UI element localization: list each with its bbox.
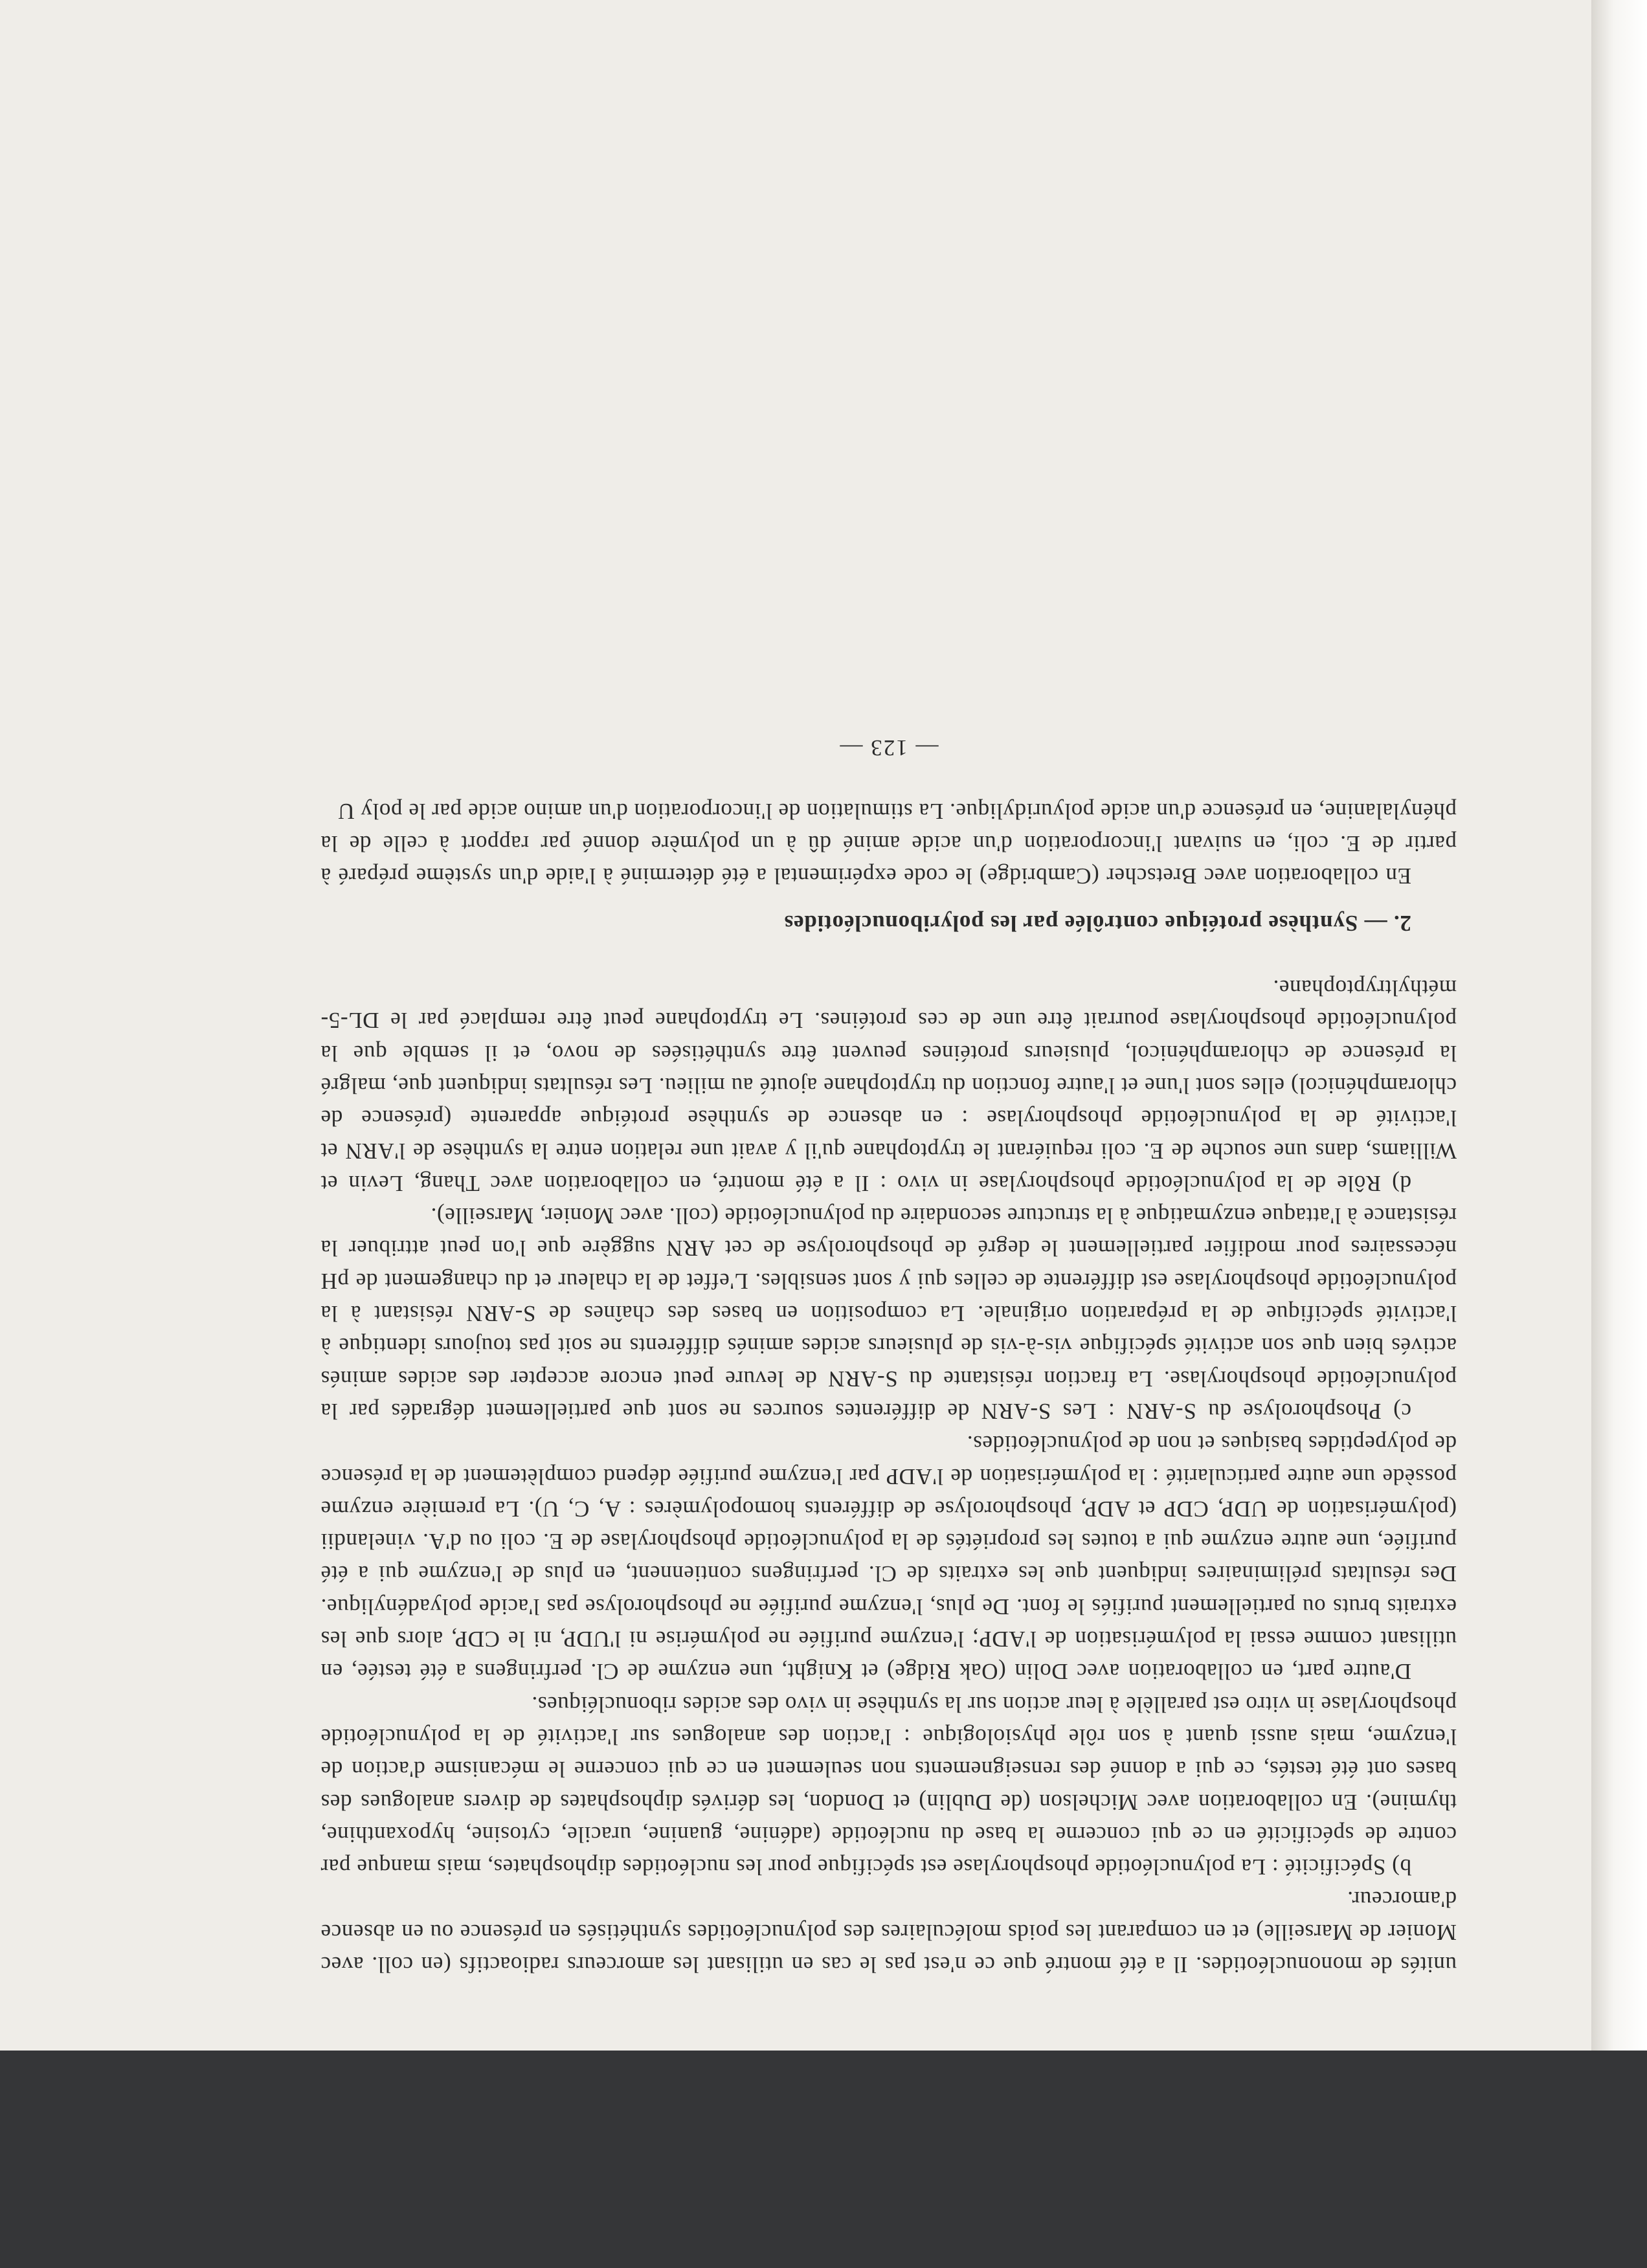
scanner-bed [0, 2051, 1647, 2268]
paragraph-perfringens: D'autre part, en collaboration avec Dolin (Oak Ridge) et Knight, une enzyme de Cl. perfringens a été testée, en utilisant comme essai la polymérisation de l'ADP; l'enzyme purifiée ne polymérise ni l'UDP, ni le CDP, alors que les extraits bruts ou partiellement purifiés le font. De plus, l'enzyme purifiée ne phosphorolyse pas l'acide polyadénylique. Des résultats préliminaires indiquent que les extraits de Cl. perfringens contiennent, en plus de l'enzyme qui a été purifiée, une autre enzyme qui a toutes les propriétés de la polynucléotide phosphorylase de E. coli ou d'A. vinelandii (polymérisation de UDP, CDP et ADP, phosphorolyse de différents homopolymères : A, C, U). La première enzyme possède une autre particularité : la polymérisation de l'ADP par l'enzyme purifiée dépend complètement de la présence de polypeptides basiques et non de polynucléotides. [320, 1431, 1457, 1685]
paragraph-phosphorolyse: c) Phosphorolyse du S-ARN : Les S-ARN de différentes sources ne sont que partiellement dégradés par la polynucléotide phosphorylase. La fraction résistante du S-ARN de levure peut encore accepter des acides aminés activés bien que son activité spécifique vis-à-vis de plusieurs acides aminés différents ne soit pas toujours identique à l'activité spécifique de la préparation originale. La composition en bases des chaînes de S-ARN résistant à la polynucléotide phosphorylase est différente de celles qui y sont sensibles. L'effet de la chaleur et du changement de pH nécessaires pour modifier partiellement le degré de phosphorolyse de cet ARN suggère que l'on peut attribuer la résistance à l'attaque enzymatique à la structure secondaire du polynucléotide (coll. avec Monier, Marseille). [320, 1203, 1457, 1424]
section-heading: 2. — Synthèse protéique contrôlée par les polyribonucléotides [783, 910, 1411, 936]
paragraph-role-in-vivo: d) Rôle de la polynucléotide phosphorylase in vivo : Il a été montré, en collaboration avec Thang, Levin et Williams, dans une souche de E. coli requiérant le tryptophane qu'il y avait une relation entre la synthèse de l'ARN et l'activité de la polynucléotide phosphorylase : en absence de synthèse protéique apparente (présence de chloramphénicol) elles sont l'une et l'autre fonction du tryptophane ajouté au milieu. Les résultats indiquent que, malgré la présence de chloramphénicol, plusieurs protéines peuvent être synthétisées de novo, et il semble que la polynucléotide phosphorylase pourrait être une de ces protéines. Le tryptophane peut être remplacé par le DL-5-méthyltryptophane. [320, 975, 1457, 1196]
paragraph-specificite: b) Spécificité : La polynucléotide phosphorylase est spécifique pour les nucléotides diphosphates, mais manque par contre de spécificité en ce qui concerne la base du nucléotide (adénine, guanine, uracile, cytosine, hypoxanthine, thymine). En collaboration avec Michelson (de Dublin) et Dondon, les dérivés diphosphates de divers analogues des bases ont été testés, ce qui a donné des renseignements non seulement en ce qui concerne le mécanisme d'action de l'enzyme, mais aussi quant à son rôle physiologique : l'action des analogues sur l'activité de la polynucléotide phosphorylase in vitro est parallèle à leur action sur la synthèse in vivo des acides ribonucléiques. [320, 1691, 1457, 1880]
paragraph-bretscher: En collaboration avec Bretscher (Cambridge) le code expérimental a été déterminé à l'aide d'un système préparé à partir de E. coli, en suivant l'incorporation d'un acide aminé dû à un polymère donné par rapport à celle de la phénylalanine, en présence d'un acide polyuridylique. La stimulation de l'incorporation d'un amino acide par le poly U [320, 798, 1457, 889]
paper-edge [1591, 0, 1647, 2051]
page-number: — 123 — [838, 735, 939, 761]
page-text-block [320, 207, 1457, 1981]
paragraph-continued: unités de mononucléotides. Il a été montré que ce n'est pas le cas en utilisant les amorceurs radioactifs (en coll. avec Monier de Marseille) et en comparant les poids moléculaires des polynucléotides synthétisés en présence ou en absence d'amorceur. [320, 1887, 1457, 1977]
